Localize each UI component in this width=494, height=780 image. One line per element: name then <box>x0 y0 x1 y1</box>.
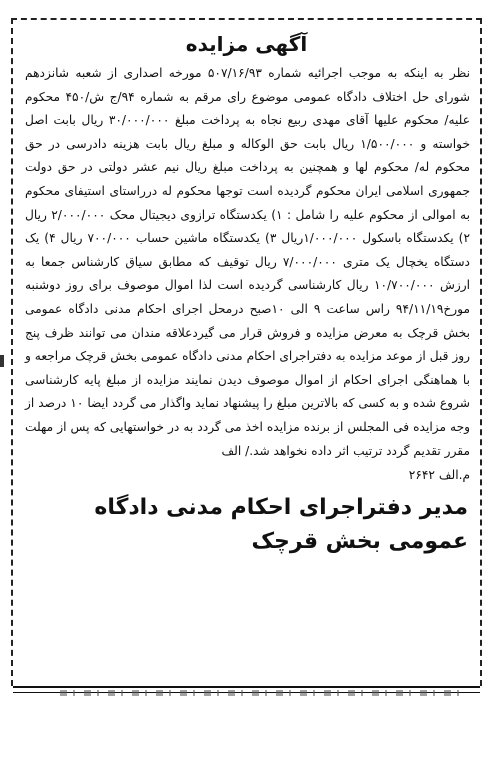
notice-clipping <box>11 18 482 686</box>
notice-body: نظر به اینکه به موجب اجرائیه شماره ۵۰۷/۱۶/۹۳ مورخه اصداری از شعبه شانزدهم شورای حل اختلاف دادگاه عمومی موضوع رای مرقم به شماره ۹۴/ج ش/۴۵۰ محکوم علیه/ محکوم علیها آقای مهدی ربیع نجاه به پرداخت مبلغ ۳۰/۰۰۰/۰۰۰ ریال بابت اصل خواسته و ۱/۵۰۰/۰۰۰ ریال بابت حق الوکاله و مبلغ ریال بابت هزینه دادرسی در حق محکوم له/ محکوم لها و همچنین به پرداخت مبلغ ریال نیم عشر دولتی در حق دولت جمهوری اسلامی ایران محکوم گردیده است توجها محکوم له درراستای استیفای محکوم به اموالی از محکوم علیه را شامل : ۱) یکدستگاه ترازوی دیجیتال محک ۲/۰۰۰/۰۰۰ ریال ۲) یکدستگاه باسکول ۱/۰۰۰/۰۰۰ریال ۳) یکدستگاه ماشین حساب ۷۰۰/۰۰۰ ریال ۴) یک دستگاه یخچال یک متری ۷/۰۰۰/۰۰۰ ریال توقیف که مطابق سیاق کارشناس جمعا به ارزش ۱۰/۷۰۰/۰۰۰ ریال کارشناسی گردیده است لذا اموال موصوف برای روز دوشنبه مورخ۹۴/۱۱/۱۹ راس ساعت ۹ الی ۱۰صبح درمحل اجرای احکام مدنی دادگاه عمومی بخش قرچک به معرض مزایده و فروش قرار می گیردعلاقه مندان می توانند ظرف پنج روز قبل از موعد مزایده به دفتراجرای احکام مدنی دادگاه عمومی بخش قرچک مراجعه و با هماهنگی اجرای احکام از اموال موصوف دیدن نمایند مزایده از مبلغ پایه کارشناسی شروع شده و به کسی که بالاترین مبلغ را پیشنهاد نماید واگذار می گردد ایضا ۱۰ درصد از وجه مزایده فی المجلس از برنده مزایده اخذ می گردد به در خواستهایی که پس از مهلت مقرر تقدیم گردد ترتیب اثر داده نخواهد شد./ الف <box>25 66 470 458</box>
notice-title: آگهی مزایده <box>185 32 308 56</box>
notice-signature: مدیر دفتراجرای احکام مدنی دادگاه عمومی بخش قرچک <box>94 495 468 555</box>
cut-off-next-notice <box>60 690 460 696</box>
notice-reference: م.الف ۲۶۴۲ <box>408 468 470 483</box>
margin-mark <box>0 355 4 367</box>
